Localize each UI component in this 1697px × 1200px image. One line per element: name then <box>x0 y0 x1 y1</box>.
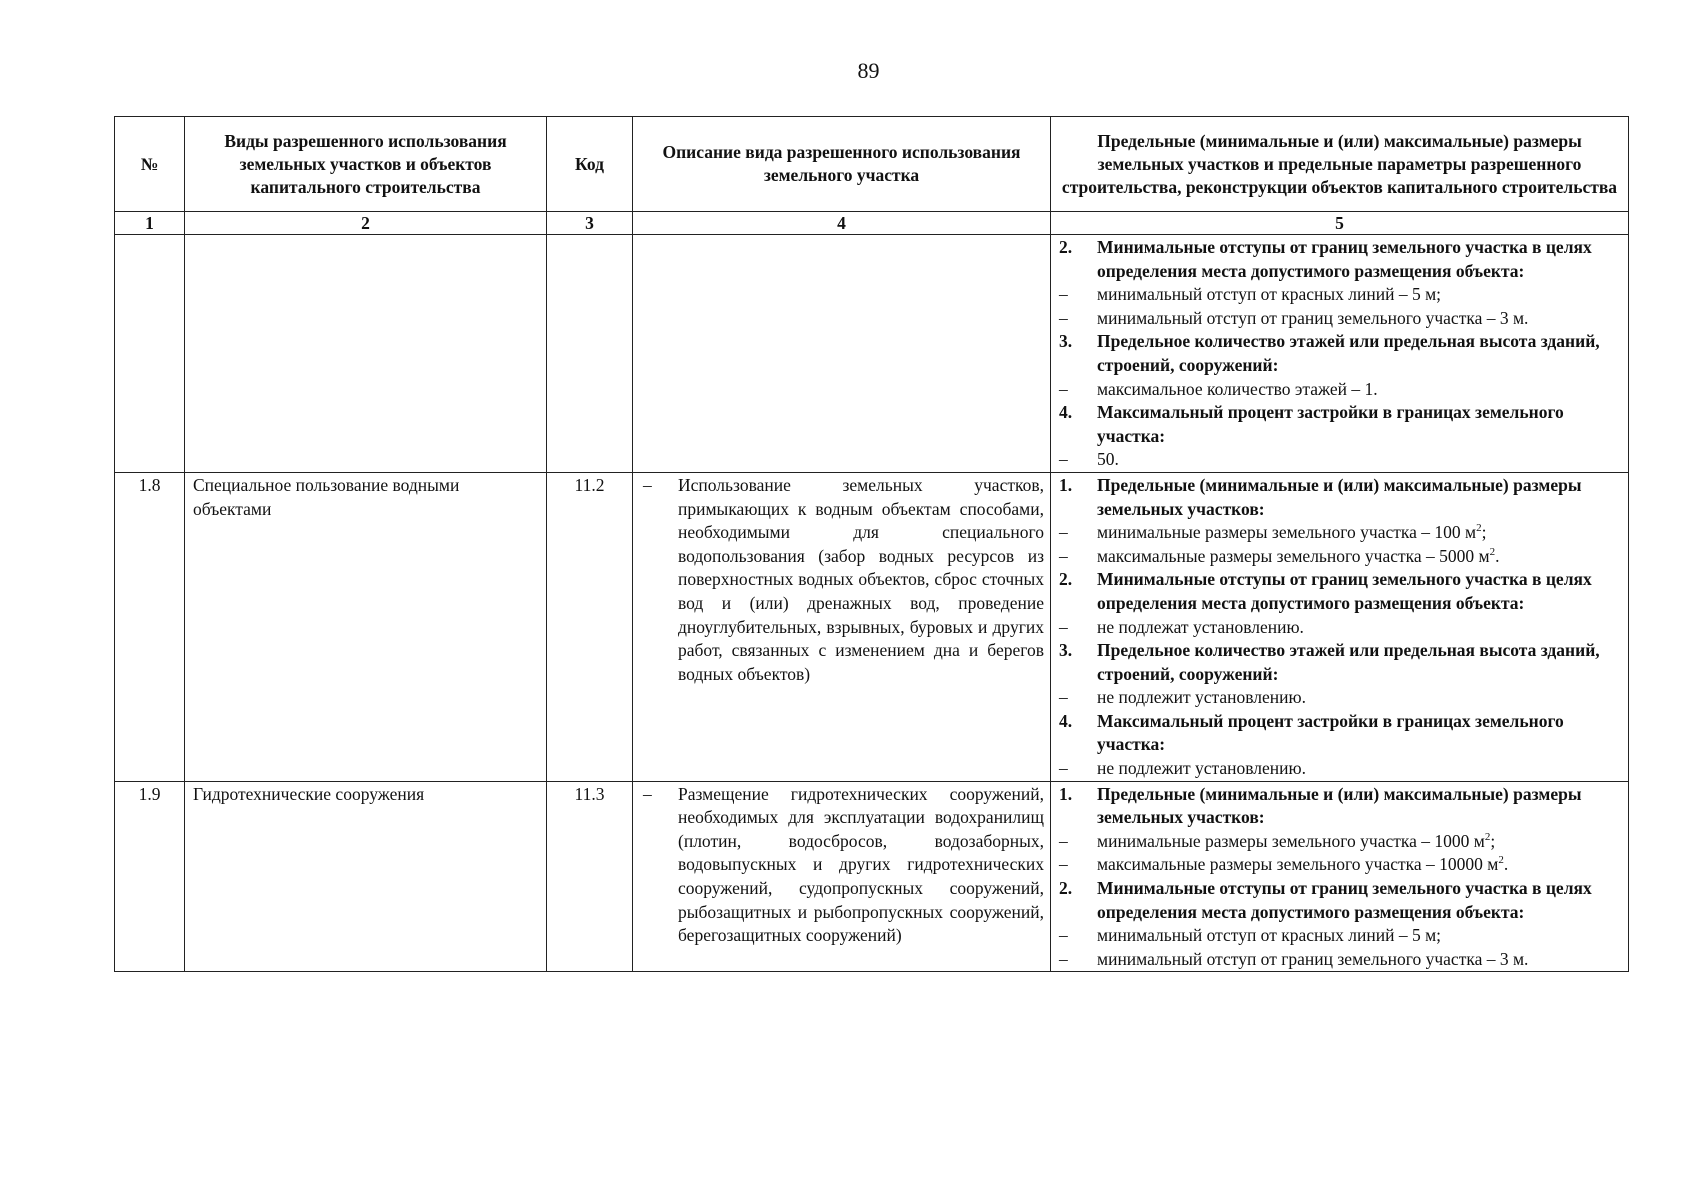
parameter-text-main: не подлежит установлению. <box>1097 758 1306 779</box>
parameter-item <box>1055 521 1624 545</box>
unit-superscript: 2 <box>1489 545 1496 558</box>
parameter-text <box>1097 568 1624 615</box>
parameter-item <box>1055 686 1624 710</box>
list-number: 2. <box>1059 878 1073 899</box>
list-number: 3. <box>1059 331 1073 352</box>
row-number-cell: 1.9 <box>115 781 185 972</box>
header-use-type: Виды разрешенного использования земельных участков и объектов капитального строительства <box>185 117 547 212</box>
parameter-heading <box>1055 474 1624 521</box>
parameter-heading <box>1055 401 1624 448</box>
description-cell <box>633 781 1051 972</box>
description-cell <box>633 235 1051 473</box>
code-cell <box>547 235 633 473</box>
parameter-heading <box>1055 568 1624 615</box>
parameter-text <box>1097 545 1624 569</box>
parameter-item <box>1055 948 1624 972</box>
parameter-text-main: 50. <box>1097 449 1119 470</box>
parameter-heading <box>1055 783 1624 830</box>
parameter-text-main: минимальные размеры земельного участка – 1000 м <box>1097 830 1485 851</box>
parameter-text-main: не подлежит установлению. <box>1097 687 1306 708</box>
dash-bullet: – <box>643 783 652 804</box>
parameter-text <box>1097 307 1624 331</box>
parameter-text <box>1097 616 1624 640</box>
parameter-text-main: Предельное количество этажей или предельная высота зданий, строений, сооружений: <box>1097 640 1600 684</box>
parameter-text <box>1097 757 1624 781</box>
parameter-heading <box>1055 236 1624 283</box>
parameter-text-main: Максимальный процент застройки в границах земельного участка: <box>1097 710 1564 755</box>
parameters-cell <box>1051 235 1629 473</box>
description-text: Размещение гидротехнических сооружений, необходимых для эксплуатации водохранилищ (плотин, водосбросов, водозаборных, водовыпускных и других гидротехнических сооружений, судопропускных сооружений, рыбозащитных и рыбопропускных сооружений, берегозащитных сооружений) <box>678 783 1044 946</box>
parameter-heading <box>1055 639 1624 686</box>
parameter-text <box>1097 783 1624 830</box>
parameter-item <box>1055 448 1624 472</box>
table-row <box>115 472 1629 781</box>
parameter-text <box>1097 521 1624 545</box>
parameter-text-main: максимальные размеры земельного участка – 5000 м <box>1097 545 1490 566</box>
dash-bullet: – <box>1059 854 1068 875</box>
parameter-text-main: Минимальные отступы от границ земельного участка в целях определения места допустимого размещения объекта: <box>1097 237 1592 281</box>
dash-bullet: – <box>1059 449 1068 470</box>
parameter-text-main: Предельные (минимальные и (или) максимальные) размеры земельных участков: <box>1097 783 1582 828</box>
parameter-text <box>1097 948 1624 972</box>
dash-bullet: – <box>1059 307 1068 328</box>
dash-bullet: – <box>1059 284 1068 305</box>
unit-superscript: 2 <box>1476 522 1482 535</box>
parameter-text-tail: . <box>1495 545 1500 566</box>
dash-bullet: – <box>643 474 652 495</box>
parameter-heading <box>1055 330 1624 377</box>
parameter-text-main: Минимальные отступы от границ земельного участка в целях определения места допустимого размещения объекта: <box>1097 569 1592 613</box>
header-description: Описание вида разрешенного использования земельного участка <box>633 117 1051 212</box>
code-cell: 11.3 <box>547 781 633 972</box>
unit-superscript: 2 <box>1498 854 1504 867</box>
parameters-cell <box>1051 472 1629 781</box>
table-body <box>115 235 1629 972</box>
use-type-cell: Гидротехнические сооружения <box>185 781 547 972</box>
dash-bullet: – <box>1059 758 1068 779</box>
table-row <box>115 781 1629 972</box>
unit-superscript: 2 <box>1484 830 1491 843</box>
parameter-text-tail: ; <box>1481 522 1487 543</box>
parameter-text-main: Предельные (минимальные и (или) максимальные) размеры земельных участков: <box>1097 474 1582 519</box>
dash-bullet: – <box>1059 830 1068 851</box>
dash-bullet: – <box>1059 522 1068 543</box>
parameter-item <box>1055 853 1624 877</box>
parameter-text <box>1097 448 1624 472</box>
parameter-text-main: Предельное количество этажей или предельная высота зданий, строений, сооружений: <box>1097 331 1600 375</box>
table-header-row <box>115 117 1629 212</box>
description-cell <box>633 472 1051 781</box>
parameter-item <box>1055 924 1624 948</box>
use-type-cell <box>185 235 547 473</box>
parameter-text <box>1097 830 1624 854</box>
parameter-text <box>1097 877 1624 924</box>
parameter-text-main: минимальные размеры земельного участка – 100 м <box>1097 522 1477 543</box>
parameter-item <box>1055 616 1624 640</box>
parameter-text-main: Минимальные отступы от границ земельного участка в целях определения места допустимого размещения объекта: <box>1097 878 1592 922</box>
parameter-item <box>1055 830 1624 854</box>
column-number: 5 <box>1051 212 1629 235</box>
dash-bullet: – <box>1059 687 1068 708</box>
parameter-text-main: минимальный отступ от красных линий – 5 м; <box>1097 925 1442 946</box>
parameter-text-tail: . <box>1503 854 1509 875</box>
land-use-table <box>114 116 1629 972</box>
column-number: 2 <box>185 212 547 235</box>
parameter-text-main: минимальный отступ от границ земельного участка – 3 м. <box>1097 948 1529 969</box>
column-number: 1 <box>115 212 185 235</box>
list-number: 4. <box>1059 710 1073 731</box>
parameter-item <box>1055 307 1624 331</box>
parameter-text-main: максимальное количество этажей – 1. <box>1097 378 1378 399</box>
parameter-text <box>1097 236 1624 283</box>
parameter-text <box>1097 283 1624 307</box>
dash-bullet: – <box>1059 948 1068 969</box>
column-number-row <box>115 212 1629 235</box>
row-number-cell <box>115 235 185 473</box>
column-number: 3 <box>547 212 633 235</box>
parameter-item <box>1055 283 1624 307</box>
dash-bullet: – <box>1059 545 1068 566</box>
parameter-text <box>1097 639 1624 686</box>
parameter-text-main: максимальные размеры земельного участка – 10000 м <box>1097 854 1499 875</box>
table-row <box>115 235 1629 473</box>
parameter-item <box>1055 757 1624 781</box>
parameter-text <box>1097 378 1624 402</box>
parameter-text <box>1097 330 1624 377</box>
list-number: 1. <box>1059 474 1073 495</box>
list-number: 2. <box>1059 237 1073 257</box>
dash-bullet: – <box>1059 925 1068 946</box>
list-number: 2. <box>1059 569 1073 590</box>
parameter-text <box>1097 401 1624 448</box>
parameter-text <box>1097 710 1624 757</box>
header-parameters: Предельные (минимальные и (или) максимальные) размеры земельных участков и предельные параметры разрешенного строительства, реконструкции объектов капитального строительства <box>1051 117 1629 212</box>
dash-bullet: – <box>1059 616 1068 637</box>
parameter-heading <box>1055 710 1624 757</box>
parameter-text-main: минимальный отступ от границ земельного участка – 3 м. <box>1097 307 1529 328</box>
parameter-heading <box>1055 877 1624 924</box>
description-text: Использование земельных участков, примыкающих к водным объектам способами, необходимыми для специального водопользования (забор водных ресурсов из поверхностных водных объектов, сброс сточных вод и (или) дренажных вод, проведение дноуглубительных, взрывных, буровых и других работ, связанных с изменением дна и берегов водных объектов) <box>678 474 1044 684</box>
list-number: 4. <box>1059 402 1073 423</box>
parameter-text-tail: ; <box>1490 830 1496 851</box>
dash-bullet: – <box>1059 378 1068 399</box>
row-number-cell: 1.8 <box>115 472 185 781</box>
parameter-item <box>1055 378 1624 402</box>
use-type-cell: Специальное пользование водными объектами <box>185 472 547 781</box>
parameters-cell <box>1051 781 1629 972</box>
parameter-text <box>1097 924 1624 948</box>
header-number: № <box>115 117 185 212</box>
parameter-text-main: Максимальный процент застройки в границах земельного участка: <box>1097 402 1564 446</box>
page-number: 89 <box>857 58 880 83</box>
code-cell: 11.2 <box>547 472 633 781</box>
list-number: 3. <box>1059 640 1073 661</box>
parameter-text <box>1097 853 1624 877</box>
parameter-text-main: минимальный отступ от красных линий – 5 м; <box>1097 284 1442 305</box>
parameter-text <box>1097 686 1624 710</box>
column-number: 4 <box>633 212 1051 235</box>
parameter-text-main: не подлежат установлению. <box>1097 616 1304 637</box>
parameter-text <box>1097 474 1624 521</box>
list-number: 1. <box>1059 783 1073 804</box>
header-code: Код <box>547 117 633 212</box>
parameter-item <box>1055 545 1624 569</box>
